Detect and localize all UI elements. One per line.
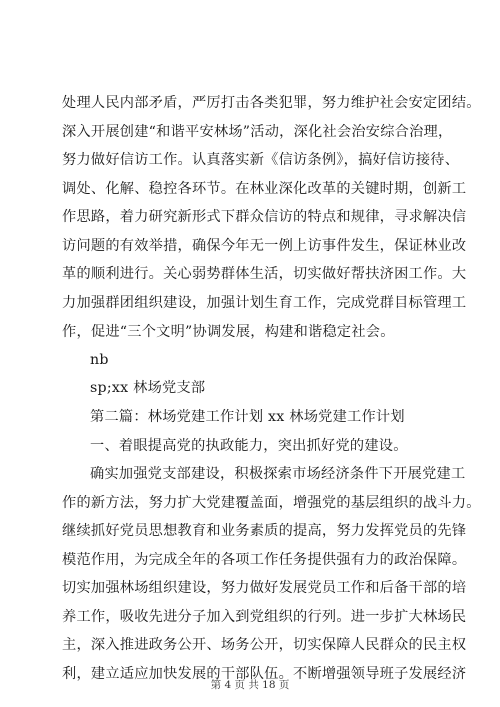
body-text-line: 革的顺利进行。关心弱势群体生活，切实做好帮扶济困工作。大 (62, 266, 467, 282)
body-text-line: 处理人民内部矛盾，严厉打击各类犯罪，努力维护社会安定团结。 (62, 95, 481, 111)
body-text-line: 作的新方法，努力扩大党建覆盖面，增强党的基层组织的战斗力。 (62, 495, 481, 511)
body-text-line: 继续抓好党员思想教育和业务素质的提高，努力发挥党员的先锋 (62, 523, 467, 539)
page-footer: 第 4 页 共 18 页 (210, 679, 290, 691)
body-text-line: 深入开展创建“和谐平安林场”活动，深化社会治安综合治理， (62, 124, 453, 140)
body-text-line: 作思路，着力研究新形式下群众信访的特点和规律，寻求解决信 (62, 209, 467, 225)
body-text-line: 确实加强党支部建设，积极探索市场经济条件下开展党建工 (90, 466, 466, 482)
body-text-line: 努力做好信访工作。认真落实新《信访条例》，搞好信访接待、 (62, 152, 460, 168)
body-text-line: 利，建立适应加快发展的干部队伍。不断增强领导班子发展经济 (62, 666, 467, 682)
body-text-line: 作，促进“三个文明”协调发展，构建和谐稳定社会。 (62, 324, 395, 340)
signature-line: sp;xx 林场党支部 (90, 380, 206, 396)
body-text-line: 主，深入推进政务公开、场务公开，切实保障人民群众的民主权 (62, 637, 467, 653)
subsection-heading: 一、着眼提高党的执政能力，突出抓好党的建设。 (90, 438, 408, 454)
body-text-line: 调处、化解、稳控各环节。在林业深化改革的关键时期，创新工 (62, 181, 467, 197)
body-text-line: 访问题的有效举措，确保今年无一例上访事件发生，保证林业改 (62, 238, 467, 254)
body-text-line: 养工作，吸收先进分子加入到党组织的行列。进一步扩大林场民 (62, 609, 467, 625)
section-heading: 第二篇：林场党建工作计划 xx 林场党建工作计划 (90, 409, 405, 425)
body-text-line: 模范作用，为完成全年的各项工作任务提供强有力的政治保障。 (62, 552, 467, 568)
body-text-line: 力加强群团组织建设，加强计划生育工作，完成党群目标管理工 (62, 295, 467, 311)
body-text-fragment: nb (90, 352, 109, 368)
body-text-line: 切实加强林场组织建设，努力做好发展党员工作和后备干部的培 (62, 580, 467, 596)
